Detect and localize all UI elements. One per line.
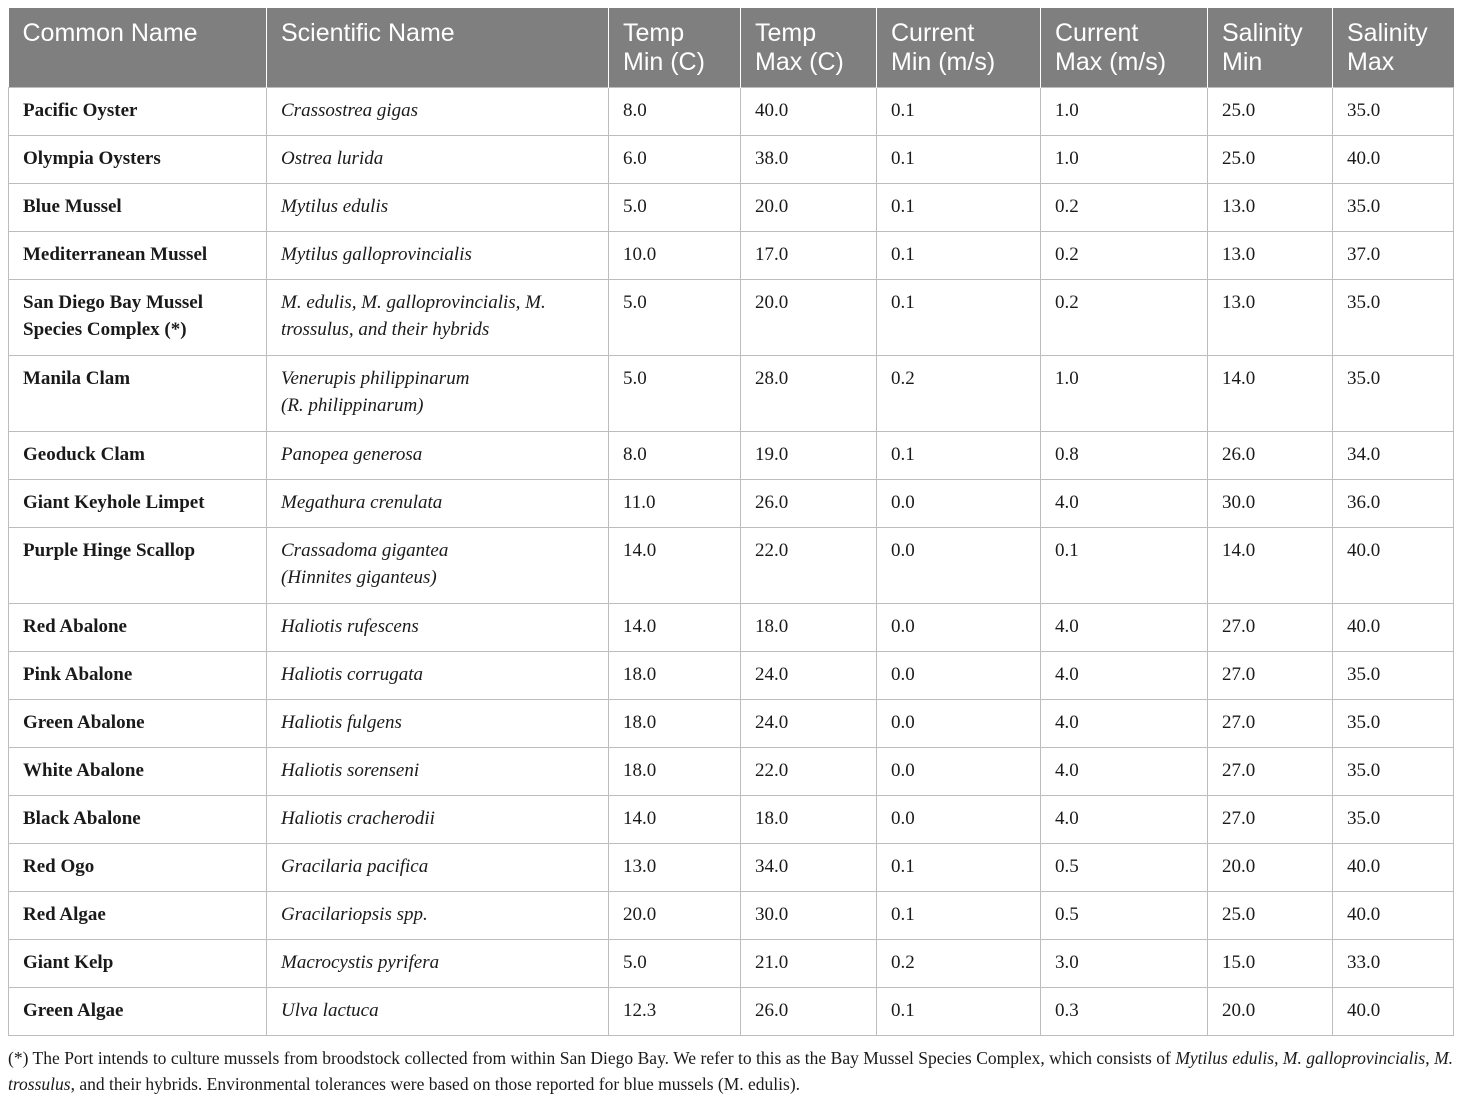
column-header-line: Temp	[623, 19, 685, 47]
scientific-name-line: Ulva lactuca	[281, 1000, 379, 1021]
current-min-cell: 0.0	[877, 528, 1041, 604]
temp-max-cell: 22.0	[741, 748, 877, 796]
common-name-line: Purple Hinge Scallop	[23, 540, 196, 561]
scientific-name-line: Gracilariopsis spp.	[281, 904, 428, 925]
column-header-line: Current	[891, 19, 975, 47]
common-name-cell	[9, 356, 267, 432]
salinity-max-cell: 40.0	[1333, 892, 1454, 940]
current-max-cell: 0.1	[1041, 528, 1208, 604]
salinity-max-cell: 40.0	[1333, 988, 1454, 1036]
salinity-max-cell: 40.0	[1333, 528, 1454, 604]
temp-min-cell: 12.3	[609, 988, 741, 1036]
footnote-text-3: ,	[1425, 1048, 1435, 1068]
scientific-name-line: Ostrea lurida	[281, 148, 384, 169]
temp-max-cell: 26.0	[741, 480, 877, 528]
salinity-min-cell: 27.0	[1208, 700, 1333, 748]
scientific-name-cell	[267, 940, 609, 988]
table-row	[9, 432, 1454, 480]
scientific-name-line: Megathura crenulata	[281, 492, 443, 513]
temp-max-cell: 19.0	[741, 432, 877, 480]
temp-min-cell: 14.0	[609, 796, 741, 844]
scientific-name-cell	[267, 184, 609, 232]
common-name-line: Red Algae	[23, 904, 106, 925]
common-name-cell	[9, 844, 267, 892]
common-name-cell	[9, 88, 267, 136]
common-name-line: Mediterranean Mussel	[23, 244, 208, 265]
temp-min-cell: 10.0	[609, 232, 741, 280]
footnote-text-2: ,	[1274, 1048, 1283, 1068]
table-row	[9, 280, 1454, 356]
current-min-cell: 0.1	[877, 280, 1041, 356]
temp-min-cell: 5.0	[609, 184, 741, 232]
scientific-name-line: Macrocystis pyrifera	[281, 952, 440, 973]
temp-min-cell: 14.0	[609, 604, 741, 652]
current-max-cell: 4.0	[1041, 748, 1208, 796]
current-min-cell: 0.1	[877, 232, 1041, 280]
column-header-temp-max	[741, 8, 877, 88]
common-name-cell	[9, 280, 267, 356]
common-name-line: Giant Kelp	[23, 952, 114, 973]
column-header-line: Temp	[755, 19, 817, 47]
table-row	[9, 652, 1454, 700]
common-name-line: Olympia Oysters	[23, 148, 161, 169]
column-header-line: Min	[1222, 48, 1263, 76]
temp-max-cell: 24.0	[741, 700, 877, 748]
scientific-name-line: Mytilus galloprovincialis	[281, 244, 472, 265]
temp-min-cell: 6.0	[609, 136, 741, 184]
salinity-min-cell: 27.0	[1208, 796, 1333, 844]
column-header-line: Current	[1055, 19, 1139, 47]
current-max-cell: 0.2	[1041, 280, 1208, 356]
scientific-name-line: Venerupis philippinarum	[281, 368, 470, 389]
current-min-cell: 0.1	[877, 136, 1041, 184]
footnote-italic-1: Mytilus edulis	[1175, 1048, 1275, 1068]
current-max-cell: 1.0	[1041, 88, 1208, 136]
salinity-max-cell: 40.0	[1333, 844, 1454, 892]
scientific-name-cell	[267, 700, 609, 748]
current-max-cell: 4.0	[1041, 652, 1208, 700]
salinity-min-cell: 13.0	[1208, 184, 1333, 232]
column-header-line: Scientific Name	[281, 19, 455, 47]
footnote-text-1: (*) The Port intends to culture mussels from broodstock collected from within San Diego Bay. We refer to this as the Bay Mussel Species Complex, which consists of	[8, 1048, 1176, 1068]
scientific-name-line: M. edulis, M. galloprovincialis, M.	[281, 292, 546, 313]
salinity-max-cell: 37.0	[1333, 232, 1454, 280]
temp-max-cell: 40.0	[741, 88, 877, 136]
scientific-name-cell	[267, 280, 609, 356]
salinity-max-cell: 36.0	[1333, 480, 1454, 528]
temp-min-cell: 5.0	[609, 356, 741, 432]
salinity-min-cell: 27.0	[1208, 604, 1333, 652]
header-row	[9, 8, 1454, 88]
scientific-name-line: (Hinnites giganteus)	[281, 567, 437, 588]
temp-min-cell: 8.0	[609, 432, 741, 480]
temp-max-cell: 34.0	[741, 844, 877, 892]
salinity-min-cell: 25.0	[1208, 136, 1333, 184]
scientific-name-cell	[267, 604, 609, 652]
table-row	[9, 892, 1454, 940]
current-max-cell: 4.0	[1041, 480, 1208, 528]
column-header-common-name	[9, 8, 267, 88]
temp-max-cell: 24.0	[741, 652, 877, 700]
scientific-name-line: Panopea generosa	[281, 444, 423, 465]
salinity-min-cell: 27.0	[1208, 652, 1333, 700]
common-name-cell	[9, 940, 267, 988]
species-tolerance-table-container	[8, 8, 1453, 1036]
table-row	[9, 184, 1454, 232]
scientific-name-cell	[267, 796, 609, 844]
temp-min-cell: 11.0	[609, 480, 741, 528]
table-row	[9, 356, 1454, 432]
common-name-line: Blue Mussel	[23, 196, 122, 217]
salinity-max-cell: 35.0	[1333, 356, 1454, 432]
current-max-cell: 4.0	[1041, 796, 1208, 844]
salinity-max-cell: 40.0	[1333, 604, 1454, 652]
common-name-line: Red Ogo	[23, 856, 95, 877]
salinity-max-cell: 33.0	[1333, 940, 1454, 988]
common-name-line: Geoduck Clam	[23, 444, 145, 465]
temp-max-cell: 21.0	[741, 940, 877, 988]
scientific-name-line: Haliotis cracherodii	[281, 808, 435, 829]
table-row	[9, 604, 1454, 652]
column-header-line: Max (C)	[755, 48, 844, 76]
current-max-cell: 0.2	[1041, 184, 1208, 232]
common-name-line: Black Abalone	[23, 808, 141, 829]
scientific-name-line: Gracilaria pacifica	[281, 856, 429, 877]
salinity-min-cell: 14.0	[1208, 528, 1333, 604]
common-name-cell	[9, 652, 267, 700]
current-min-cell: 0.2	[877, 356, 1041, 432]
salinity-max-cell: 35.0	[1333, 280, 1454, 356]
column-header-line: Common Name	[22, 19, 198, 47]
current-max-cell: 4.0	[1041, 700, 1208, 748]
table-row	[9, 528, 1454, 604]
column-header-line: Max	[1347, 48, 1395, 76]
current-min-cell: 0.0	[877, 652, 1041, 700]
scientific-name-cell	[267, 892, 609, 940]
common-name-cell	[9, 604, 267, 652]
current-max-cell: 1.0	[1041, 356, 1208, 432]
scientific-name-line: Haliotis sorenseni	[281, 760, 420, 781]
current-min-cell: 0.1	[877, 432, 1041, 480]
column-header-temp-min	[609, 8, 741, 88]
salinity-min-cell: 25.0	[1208, 88, 1333, 136]
table-row	[9, 748, 1454, 796]
scientific-name-line: Haliotis corrugata	[281, 664, 423, 685]
common-name-cell	[9, 184, 267, 232]
salinity-max-cell: 34.0	[1333, 432, 1454, 480]
column-header-line: Salinity	[1347, 19, 1428, 47]
current-max-cell: 0.2	[1041, 232, 1208, 280]
current-min-cell: 0.0	[877, 480, 1041, 528]
scientific-name-cell	[267, 432, 609, 480]
table-row	[9, 88, 1454, 136]
salinity-min-cell: 13.0	[1208, 280, 1333, 356]
table-row	[9, 988, 1454, 1036]
current-min-cell: 0.0	[877, 604, 1041, 652]
salinity-min-cell: 26.0	[1208, 432, 1333, 480]
temp-max-cell: 18.0	[741, 604, 877, 652]
table-row	[9, 796, 1454, 844]
scientific-name-cell	[267, 480, 609, 528]
salinity-max-cell: 35.0	[1333, 88, 1454, 136]
temp-min-cell: 18.0	[609, 700, 741, 748]
common-name-line: San Diego Bay Mussel	[23, 292, 203, 313]
scientific-name-cell	[267, 748, 609, 796]
current-min-cell: 0.2	[877, 940, 1041, 988]
current-max-cell: 4.0	[1041, 604, 1208, 652]
scientific-name-cell	[267, 988, 609, 1036]
current-max-cell: 0.3	[1041, 988, 1208, 1036]
temp-min-cell: 8.0	[609, 88, 741, 136]
salinity-max-cell: 35.0	[1333, 700, 1454, 748]
column-header-scientific-name	[267, 8, 609, 88]
current-max-cell: 0.8	[1041, 432, 1208, 480]
current-min-cell: 0.0	[877, 748, 1041, 796]
salinity-min-cell: 27.0	[1208, 748, 1333, 796]
common-name-line: Green Algae	[23, 1000, 124, 1021]
common-name-cell	[9, 480, 267, 528]
salinity-min-cell: 13.0	[1208, 232, 1333, 280]
salinity-min-cell: 25.0	[1208, 892, 1333, 940]
temp-max-cell: 38.0	[741, 136, 877, 184]
temp-max-cell: 20.0	[741, 184, 877, 232]
scientific-name-line: Haliotis rufescens	[281, 616, 419, 637]
footnote-text-4: , and their hybrids. Environmental tolerances were based on those reported for blue mussels (M. edulis).	[70, 1074, 801, 1094]
common-name-line: Green Abalone	[23, 712, 145, 733]
footnote-italic-2: M. galloprovincialis	[1282, 1048, 1426, 1068]
salinity-min-cell: 20.0	[1208, 844, 1333, 892]
current-min-cell: 0.1	[877, 988, 1041, 1036]
scientific-name-line: Crassostrea gigas	[281, 100, 419, 121]
column-header-current-min	[877, 8, 1041, 88]
current-max-cell: 0.5	[1041, 844, 1208, 892]
temp-min-cell: 14.0	[609, 528, 741, 604]
scientific-name-cell	[267, 356, 609, 432]
temp-max-cell: 28.0	[741, 356, 877, 432]
common-name-cell	[9, 700, 267, 748]
salinity-min-cell: 14.0	[1208, 356, 1333, 432]
footnote-italic-3: M. trossulus	[8, 1048, 1454, 1094]
table-footnote	[8, 1045, 1453, 1097]
temp-max-cell: 20.0	[741, 280, 877, 356]
common-name-line: Species Complex (*)	[23, 319, 187, 340]
current-min-cell: 0.0	[877, 700, 1041, 748]
table-row	[9, 480, 1454, 528]
common-name-line: Pacific Oyster	[23, 100, 138, 121]
current-min-cell: 0.1	[877, 184, 1041, 232]
table-row	[9, 232, 1454, 280]
common-name-cell	[9, 892, 267, 940]
scientific-name-line: trossulus, and their hybrids	[281, 319, 490, 340]
column-header-line: Max (m/s)	[1055, 48, 1167, 76]
common-name-cell	[9, 748, 267, 796]
current-min-cell: 0.1	[877, 88, 1041, 136]
temp-min-cell: 5.0	[609, 940, 741, 988]
column-header-line: Min (C)	[623, 48, 705, 76]
common-name-line: Red Abalone	[23, 616, 127, 637]
common-name-cell	[9, 796, 267, 844]
current-min-cell: 0.1	[877, 844, 1041, 892]
temp-max-cell: 18.0	[741, 796, 877, 844]
salinity-max-cell: 40.0	[1333, 136, 1454, 184]
temp-max-cell: 17.0	[741, 232, 877, 280]
salinity-max-cell: 35.0	[1333, 652, 1454, 700]
table-row	[9, 940, 1454, 988]
scientific-name-line: (R. philippinarum)	[281, 395, 424, 416]
common-name-cell	[9, 988, 267, 1036]
common-name-cell	[9, 232, 267, 280]
common-name-cell	[9, 136, 267, 184]
column-header-line: Salinity	[1222, 19, 1303, 47]
table-body	[9, 88, 1454, 1036]
scientific-name-line: Mytilus edulis	[281, 196, 389, 217]
temp-max-cell: 26.0	[741, 988, 877, 1036]
common-name-line: Pink Abalone	[23, 664, 133, 685]
temp-min-cell: 18.0	[609, 748, 741, 796]
table-row	[9, 844, 1454, 892]
current-min-cell: 0.0	[877, 796, 1041, 844]
species-tolerance-table	[8, 8, 1454, 1036]
salinity-max-cell: 35.0	[1333, 184, 1454, 232]
table-row	[9, 136, 1454, 184]
column-header-salinity-max	[1333, 8, 1454, 88]
salinity-min-cell: 30.0	[1208, 480, 1333, 528]
scientific-name-cell	[267, 652, 609, 700]
scientific-name-cell	[267, 88, 609, 136]
salinity-min-cell: 20.0	[1208, 988, 1333, 1036]
table-header	[9, 8, 1454, 88]
scientific-name-line: Crassadoma gigantea	[281, 540, 449, 561]
temp-max-cell: 22.0	[741, 528, 877, 604]
column-header-salinity-min	[1208, 8, 1333, 88]
common-name-line: Manila Clam	[23, 368, 131, 389]
salinity-max-cell: 35.0	[1333, 748, 1454, 796]
column-header-current-max	[1041, 8, 1208, 88]
salinity-max-cell: 35.0	[1333, 796, 1454, 844]
temp-min-cell: 18.0	[609, 652, 741, 700]
table-row	[9, 700, 1454, 748]
common-name-line: Giant Keyhole Limpet	[23, 492, 205, 513]
current-max-cell: 1.0	[1041, 136, 1208, 184]
salinity-min-cell: 15.0	[1208, 940, 1333, 988]
scientific-name-cell	[267, 136, 609, 184]
scientific-name-cell	[267, 528, 609, 604]
current-min-cell: 0.1	[877, 892, 1041, 940]
common-name-cell	[9, 528, 267, 604]
scientific-name-cell	[267, 844, 609, 892]
temp-max-cell: 30.0	[741, 892, 877, 940]
temp-min-cell: 20.0	[609, 892, 741, 940]
scientific-name-cell	[267, 232, 609, 280]
current-max-cell: 0.5	[1041, 892, 1208, 940]
common-name-cell	[9, 432, 267, 480]
temp-min-cell: 5.0	[609, 280, 741, 356]
current-max-cell: 3.0	[1041, 940, 1208, 988]
temp-min-cell: 13.0	[609, 844, 741, 892]
common-name-line: White Abalone	[23, 760, 144, 781]
scientific-name-line: Haliotis fulgens	[281, 712, 402, 733]
column-header-line: Min (m/s)	[891, 48, 996, 76]
